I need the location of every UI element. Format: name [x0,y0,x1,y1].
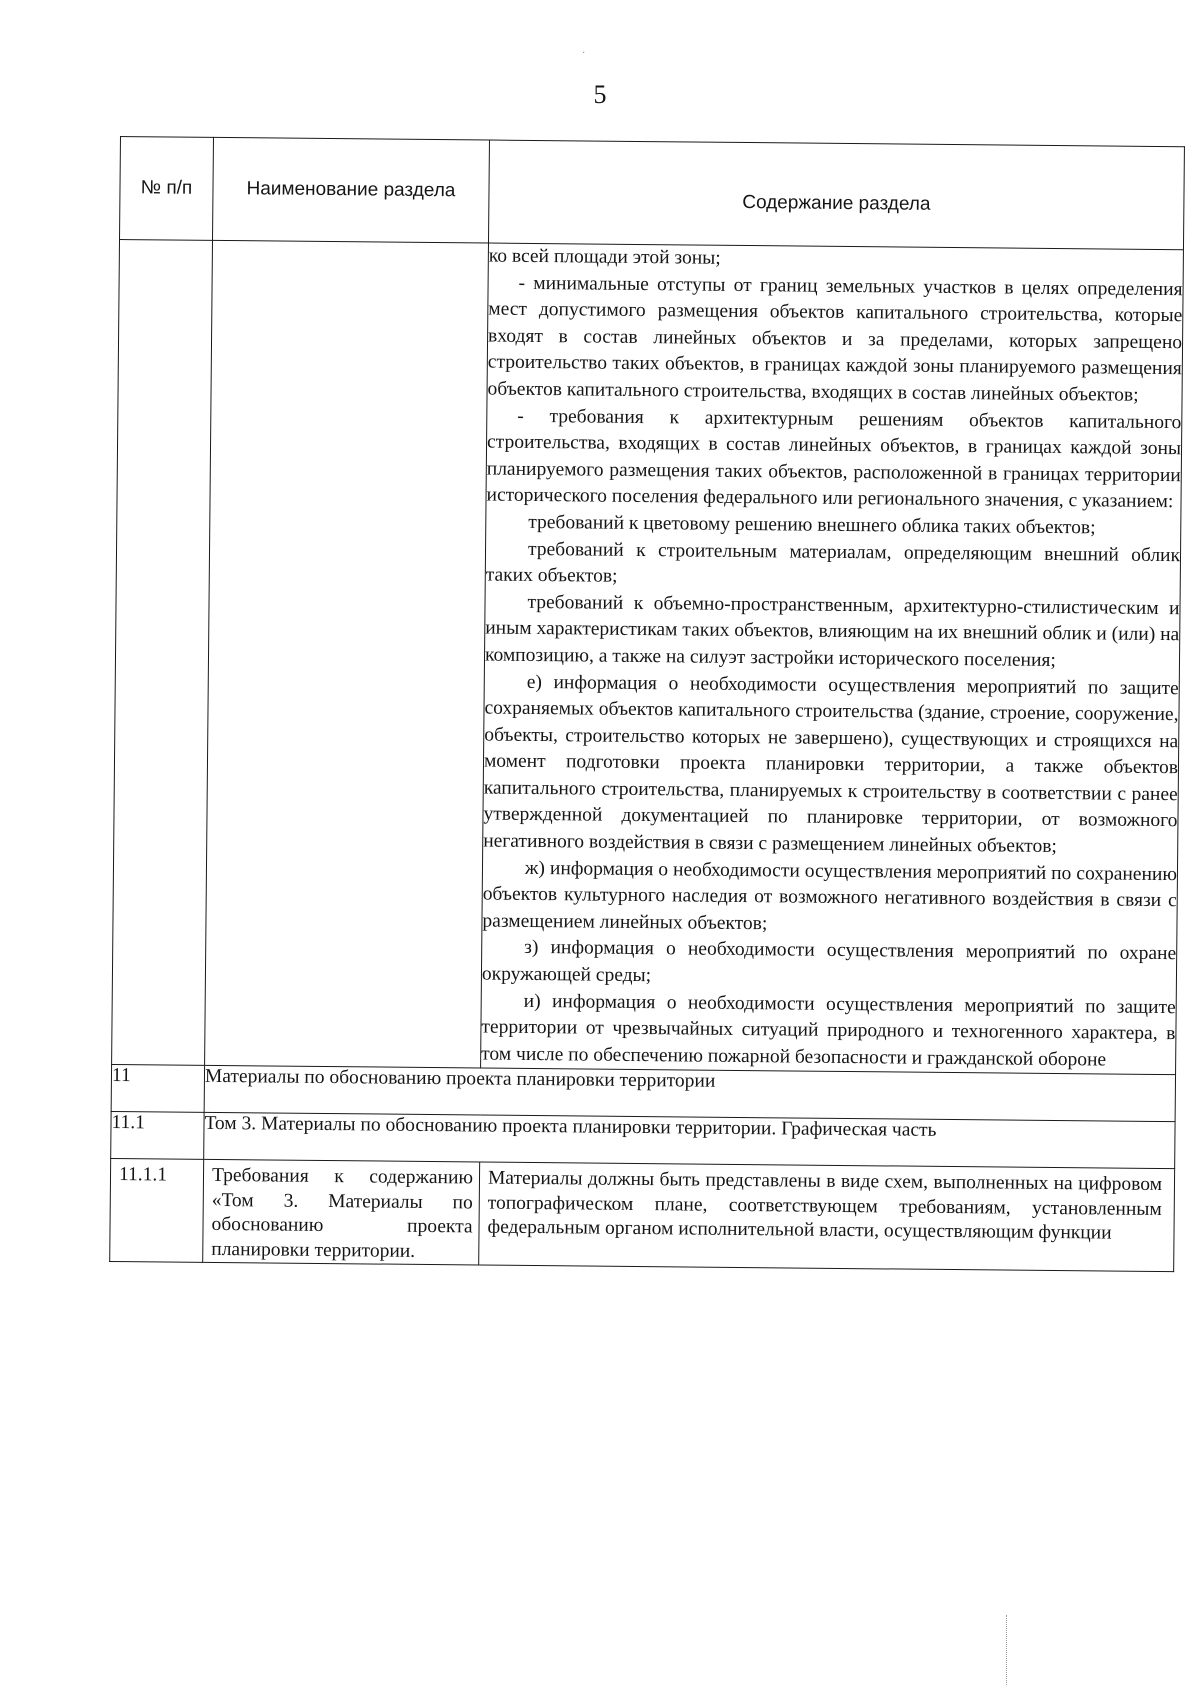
table-header-row [120,137,1185,250]
section-number: 11 [111,1065,204,1113]
paragraph: ко всей площади этой зоны; [488,245,721,269]
paragraph: е) информация о необходимости осуществления мероприятий по защите сохраняемых объектов капитального строительства (здание, строение, сооружение, объекты, строительство которых не завершено), существующих и строящихся на момент подготовки проекта планировки территории, а также объектов капитального строительства, планируемых к строительству в соответствии с ранее утвержденной документацией по планировке территории, от возможного негативного воздействия в связи с размещением линейных объектов; [483,671,1179,858]
table-row-continuation [112,240,1184,1076]
scan-dot: · [582,48,586,59]
paragraph: ж) информация о необходимости осуществления мероприятий по сохранению объектов культурного наследия от возможного негативного воздействия в связи с размещением линейных объектов; [482,857,1178,935]
table-row-11-1-1 [110,1159,1175,1272]
header-section-name: Наименование раздела [213,137,490,243]
cell-content-continuation [481,243,1184,1075]
cell-number-empty [112,240,213,1066]
paragraph: требований к строительным материалам, определяющим внешний облик таких объектов; [485,538,1181,587]
item-content: Материалы должны быть представлены в виде схем, выполненных на цифровом топографическом плане, соответствующем требованиям, установленным федеральным органом исполнительной власти, осуществляющим функции [479,1162,1175,1272]
cell-name-empty [205,240,489,1068]
requirements-table [109,136,1185,1273]
paragraph: з) информация о необходимости осуществления мероприятий по охране окружающей среды; [481,937,1177,987]
header-section-content: Содержание раздела [488,140,1184,250]
section-title: Материалы по обоснованию проекта планировки территории [204,1066,1175,1122]
item-name: Требования к содержанию «Том 3. Материалы по обоснованию проекта планировки территории. [203,1160,480,1266]
paragraph: и) информация о необходимости осуществления мероприятий по защите территории от чрезвычайных ситуаций природного и техногенного характера, в том числе по обеспечению пожарной безопасности и гражданской обороне [481,990,1176,1071]
paragraph: требований к цветовому решению внешнего облика таких объектов; [528,511,1096,539]
item-number: 11.1.1 [110,1159,204,1263]
page-number: 5 [593,80,607,109]
scan-artifact [1006,1615,1009,1685]
paragraph: - минимальные отступы от границ земельных участков в целях определения мест допустимого размещения объектов капитального строительства, которые входят в состав линейных объектов и за пределами, которых запрещено строительство таких объектов, в границах каждой зоны планируемого размещения объектов капитального строительства, входящих в состав линейных объектов; [487,272,1183,406]
section-number: 11.1 [111,1112,204,1160]
paragraph: требований к объемно-пространственным, архитектурно-стилистическим и иным характеристикам таких объектов, влияющим на их внешний облик и (или) на композицию, а также на силуэт застройки исторического поселения; [484,591,1180,671]
paragraph: - требования к архитектурным решениям объектов капитального строительства, входящих в состав линейных объектов, в границах каждой зоны планируемого размещения таких объектов, расположенной в границах территории исторического поселения федерального или регионального значения, с указанием: [486,405,1182,513]
section-title: Том 3. Материалы по обоснованию проекта планировки территории. Графическая часть [204,1113,1175,1169]
header-number: № п/п [120,137,214,241]
